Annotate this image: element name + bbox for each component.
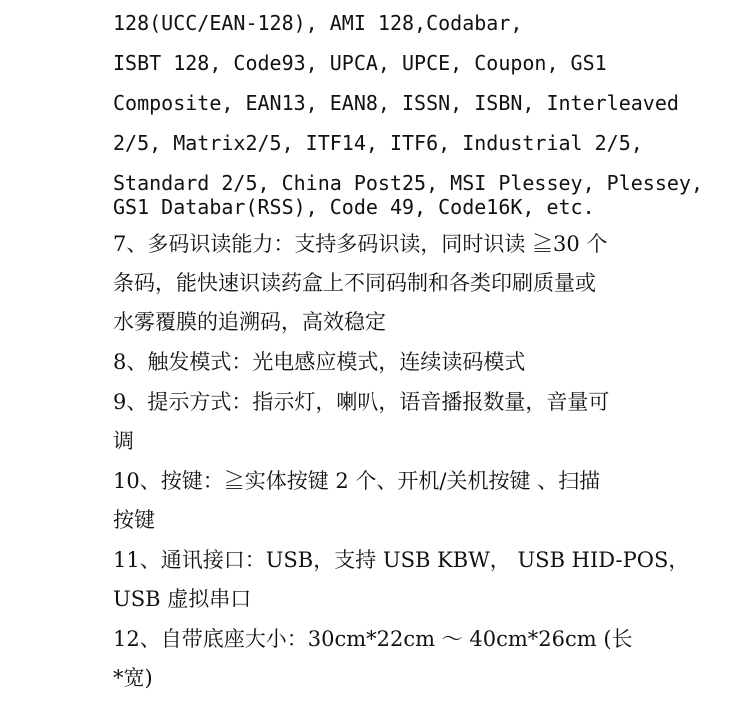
- item-11-line-2: USB 虚拟串口: [113, 587, 252, 611]
- item-10-line-1: 10、按键：≧实体按键 2 个、开机/关机按键 、扫描: [113, 469, 601, 493]
- item-7-line-3: 水雾覆膜的追溯码，高效稳定: [113, 310, 386, 334]
- item-7-line-2: 条码，能快速识读药盒上不同码制和各类印刷质量或: [113, 271, 596, 295]
- item-9-line-2: 调: [113, 429, 134, 453]
- item-11-line-1: 11、通讯接口：USB，支持 USB KBW， USB HID-POS，: [113, 548, 690, 572]
- symbology-line-5: Standard 2/5, China Post25, MSI Plessey, Plessey,: [113, 171, 704, 195]
- symbology-line-1: 128(UCC/EAN-128), AMI 128,Codabar,: [113, 11, 523, 35]
- item-12-line-1: 12、自带底座大小：30cm*22cm ～ 40cm*26cm (长: [113, 627, 633, 651]
- item-9-line-1: 9、提示方式：指示灯，喇叭，语音播报数量，音量可: [113, 390, 610, 414]
- item-10-line-2: 按键: [113, 508, 155, 532]
- symbology-line-3: Composite, EAN13, EAN8, ISSN, ISBN, Interleaved: [113, 91, 679, 115]
- symbology-line-4: 2/5, Matrix2/5, ITF14, ITF6, Industrial 2/5,: [113, 131, 643, 155]
- item-7-line-1: 7、多码识读能力：支持多码识读，同时识读 ≧30 个: [113, 232, 608, 256]
- item-12-line-2: *宽): [113, 666, 153, 690]
- symbology-line-2: ISBT 128, Code93, UPCA, UPCE, Coupon, GS1: [113, 51, 607, 75]
- item-8-line: 8、触发模式：光电感应模式，连续读码模式: [113, 350, 526, 374]
- symbology-line-6: GS1 Databar(RSS), Code 49, Code16K, etc.: [113, 195, 595, 219]
